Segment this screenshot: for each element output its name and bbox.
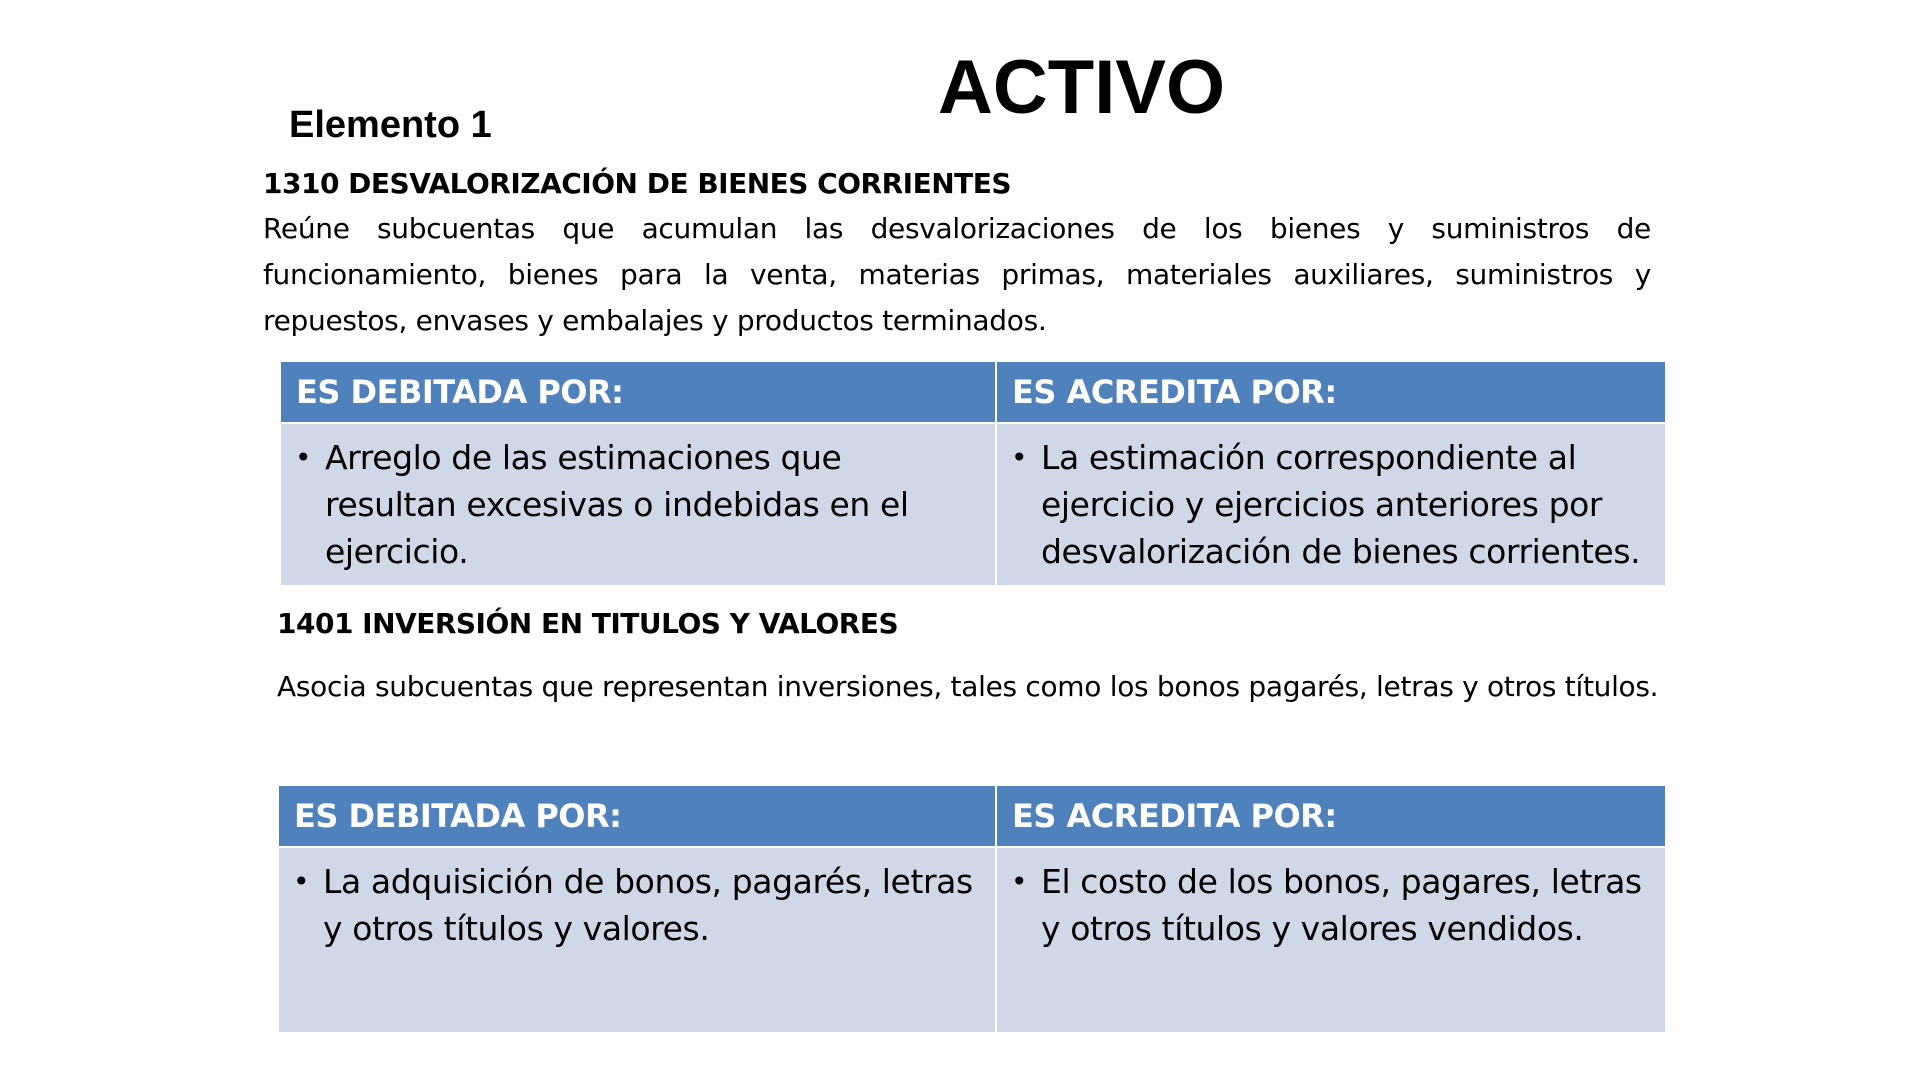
account-table-1401 [277,784,1667,1034]
table-header-row [280,361,1666,423]
account-table-1310 [279,360,1667,587]
section-heading-1401: 1401 INVERSIÓN EN TITULOS Y VALORES [277,607,899,640]
credit-item-text: La estimación correspondiente al ejercicio y ejercicios anteriores por desvalorización de bienes corrientes. [1041,438,1641,571]
debit-header: ES DEBITADA POR: [280,361,996,423]
section-heading-1310: 1310 DESVALORIZACIÓN DE BIENES CORRIENTES [263,167,1012,200]
credit-item-text: El costo de los bonos, pagares, letras y otros títulos y valores vendidos. [1041,862,1642,948]
list-item [293,858,981,952]
table-row [278,847,1666,1033]
slide-title: ACTIVO [938,45,1226,130]
bullet-icon: • [1011,441,1028,474]
list-item [1011,858,1651,952]
element-label: Elemento 1 [289,104,492,146]
debit-header: ES DEBITADA POR: [278,785,996,847]
bullet-icon: • [1011,865,1028,898]
debit-cell [280,423,996,586]
debit-cell [278,847,996,1033]
debit-item-text: La adquisición de bonos, pagarés, letras y otros títulos y valores. [323,862,973,948]
credit-header: ES ACREDITA POR: [996,361,1666,423]
list-item [1011,434,1651,575]
credit-header: ES ACREDITA POR: [996,785,1666,847]
table-header-row [278,785,1666,847]
section-description-1310: Reúne subcuentas que acumulan las desvalorizaciones de los bienes y suministros de funcionamiento, bienes para la venta, materias primas, materiales auxiliares, suministros y repuestos, envases y embalajes y productos terminados. [263,212,1651,337]
debit-item-text: Arreglo de las estimaciones que resultan excesivas o indebidas en el ejercicio. [325,438,909,571]
list-item [295,434,981,575]
bullet-icon: • [293,865,310,898]
credit-cell [996,423,1666,586]
credit-cell [996,847,1666,1033]
section-description-1401: Asocia subcuentas que representan inversiones, tales como los bonos pagarés, letras y otros títulos. [277,670,1659,703]
bullet-icon: • [295,441,312,474]
table-row [280,423,1666,586]
